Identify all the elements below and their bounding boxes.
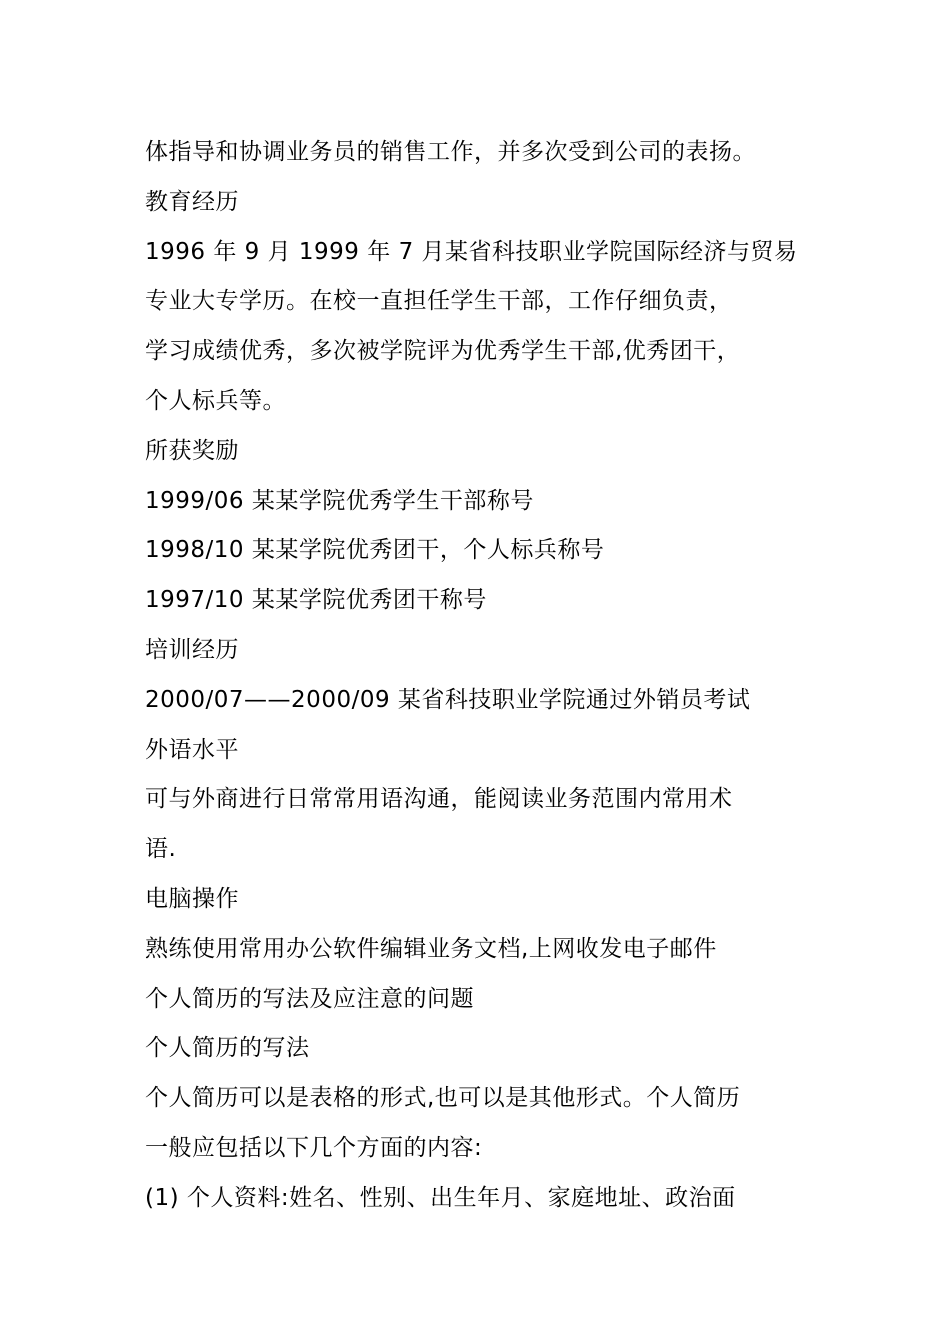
section-heading-computer: 电脑操作 — [145, 885, 239, 912]
text-line: 学习成绩优秀，多次被学院评为优秀学生干部,优秀团干， — [145, 338, 741, 365]
text-line: 1996 年 9 月 1999 年 7 月某省科技职业学院国际经济与贸易 — [145, 238, 798, 265]
section-heading-language: 外语水平 — [145, 736, 239, 763]
text-line: 专业大专学历。在校一直担任学生干部，工作仔细负责， — [145, 288, 733, 315]
section-heading-education: 教育经历 — [145, 188, 239, 215]
text-line: (1) 个人资料:姓名、性别、出生年月、家庭地址、政治面 — [145, 1184, 736, 1211]
text-line: 可与外商进行日常常用语沟通，能阅读业务范围内常用术 — [145, 786, 733, 813]
section-heading-resume-writing: 个人简历的写法 — [145, 1035, 310, 1062]
text-line: 个人简历可以是表格的形式,也可以是其他形式。个人简历 — [145, 1085, 741, 1112]
text-line: 个人标兵等。 — [145, 387, 286, 414]
text-line: 体指导和协调业务员的销售工作，并多次受到公司的表扬。 — [145, 139, 756, 165]
award-item: 1997/10 某某学院优秀团干称号 — [145, 587, 487, 614]
award-item: 1998/10 某某学院优秀团干，个人标兵称号 — [145, 537, 605, 564]
section-heading-awards: 所获奖励 — [145, 437, 239, 464]
training-item: 2000/07——2000/09 某省科技职业学院通过外销员考试 — [145, 686, 751, 713]
text-line: 语. — [145, 836, 177, 863]
document-body — [145, 128, 825, 1224]
text-line: 一般应包括以下几个方面的内容: — [145, 1134, 483, 1161]
section-heading-training: 培训经历 — [145, 636, 239, 663]
section-heading-resume-guide: 个人简历的写法及应注意的问题 — [145, 985, 474, 1012]
text-line: 熟练使用常用办公软件编辑业务文档,上网收发电子邮件 — [145, 935, 717, 962]
award-item: 1999/06 某某学院优秀学生干部称号 — [145, 487, 534, 514]
